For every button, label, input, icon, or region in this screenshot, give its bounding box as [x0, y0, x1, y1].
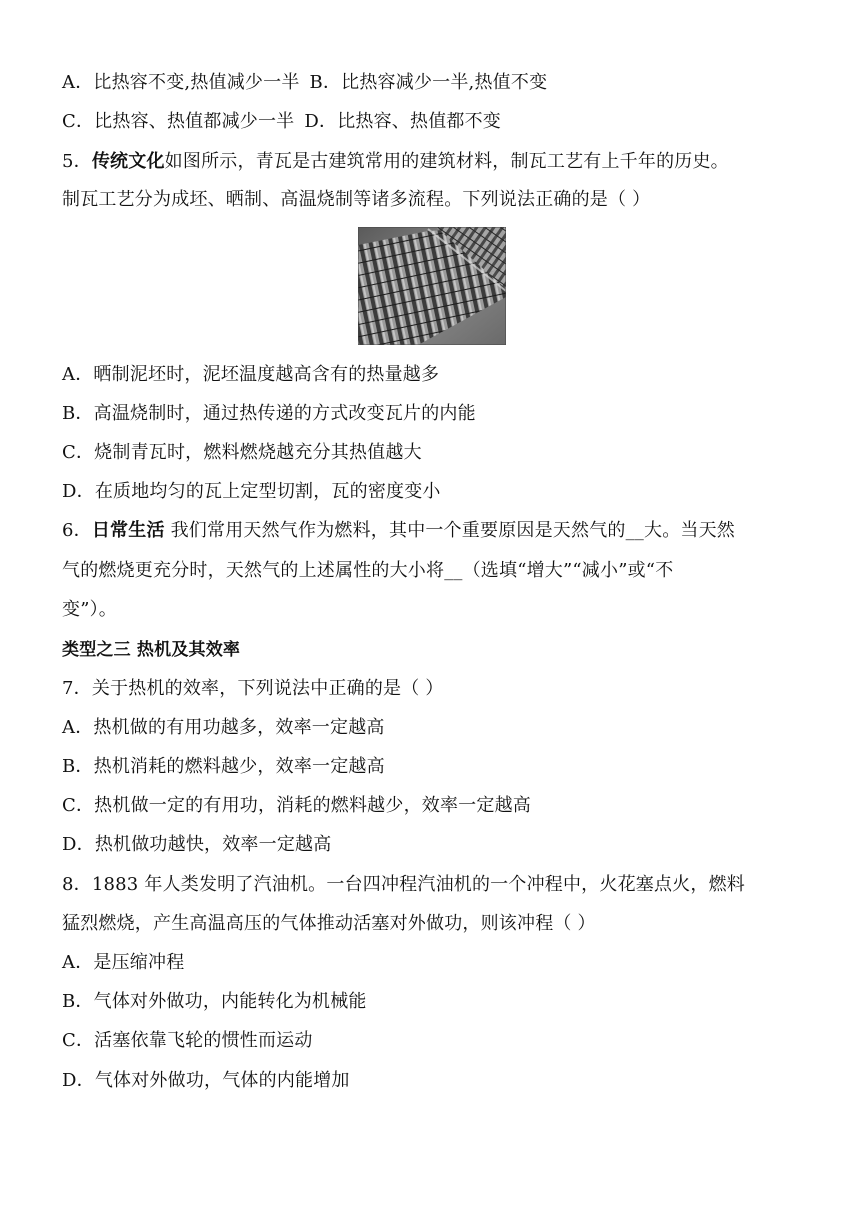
q5-tag: 传统文化 — [91, 151, 165, 172]
q6-tag: 日常生活 — [91, 520, 165, 541]
q4-option-b: B．比热容减少一半,热值不变 — [309, 72, 548, 93]
q5-stem-text-1: 如图所示，青瓦是古建筑常用的建筑材料，制瓦工艺有上千年的历史。 — [164, 151, 729, 172]
q8-stem-line-2: 猛烈燃烧，产生高温高压的气体推动活塞对外做功，则该冲程（ ） — [62, 913, 596, 934]
q6-stem-text-1: 我们常用天然气作为燃料，其中一个重要原因是天然气的__大。当天然 — [164, 520, 735, 541]
q4-option-a: A．比热容不变,热值减少一半 — [62, 72, 300, 93]
q6-number: 6． — [62, 520, 92, 541]
q5-option-d: D．在质地均匀的瓦上定型切割，瓦的密度变小 — [62, 481, 441, 502]
q5-option-c: C．烧制青瓦时，燃料燃烧越充分其热值越大 — [62, 442, 422, 463]
roof-tiles-photo — [358, 227, 506, 345]
q5-option-b: B．高温烧制时，通过热传递的方式改变瓦片的内能 — [62, 403, 476, 424]
q7-option-c: C．热机做一定的有用功，消耗的燃料越少，效率一定越高 — [62, 795, 531, 816]
q5-stem-line-2: 制瓦工艺分为成坯、晒制、高温烧制等诸多流程。下列说法正确的是（ ） — [62, 189, 651, 210]
q5-option-a: A．晒制泥坯时，泥坯温度越高含有的热量越多 — [62, 364, 440, 385]
q4-option-c: C．比热容、热值都减少一半 — [62, 111, 295, 132]
q7-stem: 7．关于热机的效率，下列说法中正确的是（ ） — [62, 678, 444, 699]
q5-stem-line-1 — [62, 150, 729, 174]
q5-number: 5． — [62, 151, 92, 172]
section-heading: 类型之三 热机及其效率 — [62, 640, 241, 660]
q8-option-c: C．活塞依靠飞轮的惯性而运动 — [62, 1030, 313, 1051]
q7-option-b: B．热机消耗的燃料越少，效率一定越高 — [62, 756, 385, 777]
q6-stem-line-3: 变”）。 — [62, 599, 118, 620]
q7-option-a: A．热机做的有用功越多，效率一定越高 — [62, 717, 385, 738]
q4-option-row-1 — [62, 71, 547, 95]
q4-option-row-2 — [62, 110, 501, 134]
q6-stem-line-1 — [62, 519, 735, 543]
q4-option-d: D．比热容、热值都不变 — [304, 111, 502, 132]
q6-stem-line-2: 气的燃烧更充分时，天然气的上述属性的大小将__（选填“增大”“减小”或“不 — [62, 560, 674, 581]
q8-option-a: A．是压缩冲程 — [62, 952, 185, 973]
q8-option-b: B．气体对外做功，内能转化为机械能 — [62, 991, 367, 1012]
q8-stem-line-1: 8．1883 年人类发明了汽油机。一台四冲程汽油机的一个冲程中，火花塞点火，燃料 — [62, 874, 745, 895]
q8-option-d: D．气体对外做功，气体的内能增加 — [62, 1070, 350, 1091]
q7-option-d: D．热机做功越快，效率一定越高 — [62, 834, 332, 855]
